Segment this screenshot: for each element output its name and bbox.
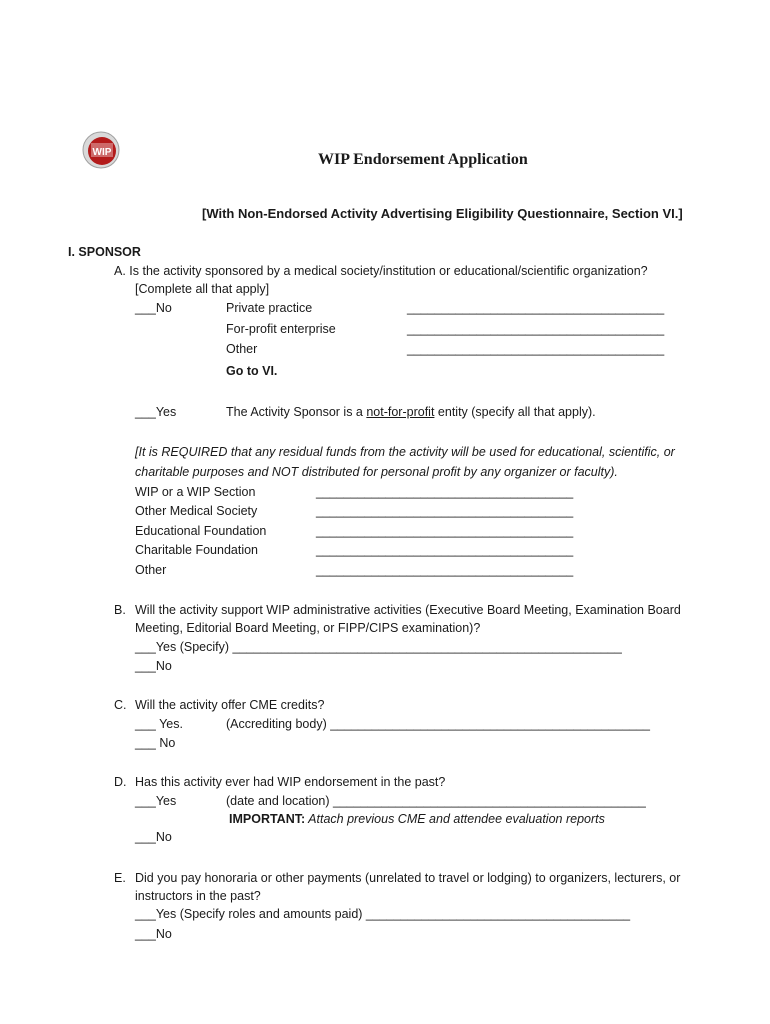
- question-c-yes-checkbox[interactable]: ___ Yes.: [135, 717, 183, 731]
- yes-option-charitable: Charitable Foundation: [135, 543, 258, 557]
- question-d-marker: D.: [114, 775, 127, 789]
- no-option-for-profit: For-profit enterprise: [226, 322, 336, 336]
- question-b-line1: Will the activity support WIP administrative activities (Executive Board Meeting, Examination Board: [135, 603, 681, 617]
- section-heading: I. SPONSOR: [68, 245, 141, 259]
- question-d-no-checkbox[interactable]: ___No: [135, 830, 172, 844]
- question-d-yes-checkbox[interactable]: ___Yes: [135, 794, 177, 808]
- yes-option-educational: Educational Foundation: [135, 524, 267, 538]
- question-c-no-checkbox[interactable]: ___ No: [135, 736, 176, 750]
- question-a-note: [Complete all that apply]: [135, 282, 270, 296]
- blank-no-other[interactable]: _____________________________________: [407, 342, 665, 356]
- required-note-line2: charitable purposes and NOT distributed for personal profit by any organizer or faculty).: [135, 465, 618, 479]
- question-d-important-note: IMPORTANT: Attach previous CME and attendee evaluation reports: [229, 812, 605, 826]
- question-b-no-checkbox[interactable]: ___No: [135, 659, 172, 673]
- no-option-other: Other: [226, 342, 258, 356]
- question-e-line2: instructors in the past?: [135, 889, 261, 903]
- question-a-no-checkbox[interactable]: ___No: [135, 301, 172, 315]
- page-title: WIP Endorsement Application: [318, 151, 528, 168]
- question-b-marker: B.: [114, 603, 126, 617]
- question-a-text: A. Is the activity sponsored by a medical society/institution or educational/scientific organization?: [114, 264, 648, 278]
- question-c-text: Will the activity offer CME credits?: [135, 698, 325, 712]
- question-e-marker: E.: [114, 871, 126, 885]
- question-e-line1: Did you pay honoraria or other payments (unrelated to travel or lodging) to organizers, lecturers, or: [135, 871, 681, 885]
- question-d-text: Has this activity ever had WIP endorsement in the past?: [135, 775, 446, 789]
- question-c-marker: C.: [114, 698, 127, 712]
- question-a-yes-checkbox[interactable]: ___Yes: [135, 405, 177, 419]
- wip-logo-icon: [82, 131, 120, 169]
- question-e-no-checkbox[interactable]: ___No: [135, 927, 172, 941]
- blank-other-medical[interactable]: _____________________________________: [316, 504, 574, 518]
- question-e-yes-field[interactable]: ___Yes (Specify roles and amounts paid) ______________________________________: [135, 907, 631, 921]
- question-b-line2: Meeting, Editorial Board Meeting, or FIPP/CIPS examination)?: [135, 621, 481, 635]
- question-a-yes-text: The Activity Sponsor is a not-for-profit entity (specify all that apply).: [226, 405, 596, 419]
- blank-for-profit[interactable]: _____________________________________: [407, 322, 665, 336]
- blank-charitable[interactable]: _____________________________________: [316, 543, 574, 557]
- svg-text:WIP: WIP: [92, 147, 112, 158]
- page-subtitle: [With Non-Endorsed Activity Advertising Eligibility Questionnaire, Section VI.]: [202, 206, 683, 221]
- blank-yes-other[interactable]: _____________________________________: [316, 563, 574, 577]
- question-c-accrediting-field[interactable]: (Accrediting body) ______________________________________________: [226, 717, 650, 731]
- yes-option-other: Other: [135, 563, 167, 577]
- blank-educational[interactable]: _____________________________________: [316, 524, 574, 538]
- goto-instruction: Go to VI.: [226, 364, 278, 378]
- question-d-date-location-field[interactable]: (date and location) _____________________________________________: [226, 794, 646, 808]
- no-option-private-practice: Private practice: [226, 301, 313, 315]
- blank-private-practice[interactable]: _____________________________________: [407, 301, 665, 315]
- required-note-line1: [It is REQUIRED that any residual funds from the activity will be used for educational, scientific, or: [135, 445, 675, 459]
- question-b-yes-field[interactable]: ___Yes (Specify) ________________________________________________________: [135, 640, 622, 654]
- blank-wip[interactable]: _____________________________________: [316, 485, 574, 499]
- yes-option-wip: WIP or a WIP Section: [135, 485, 256, 499]
- yes-option-other-medical: Other Medical Society: [135, 504, 258, 518]
